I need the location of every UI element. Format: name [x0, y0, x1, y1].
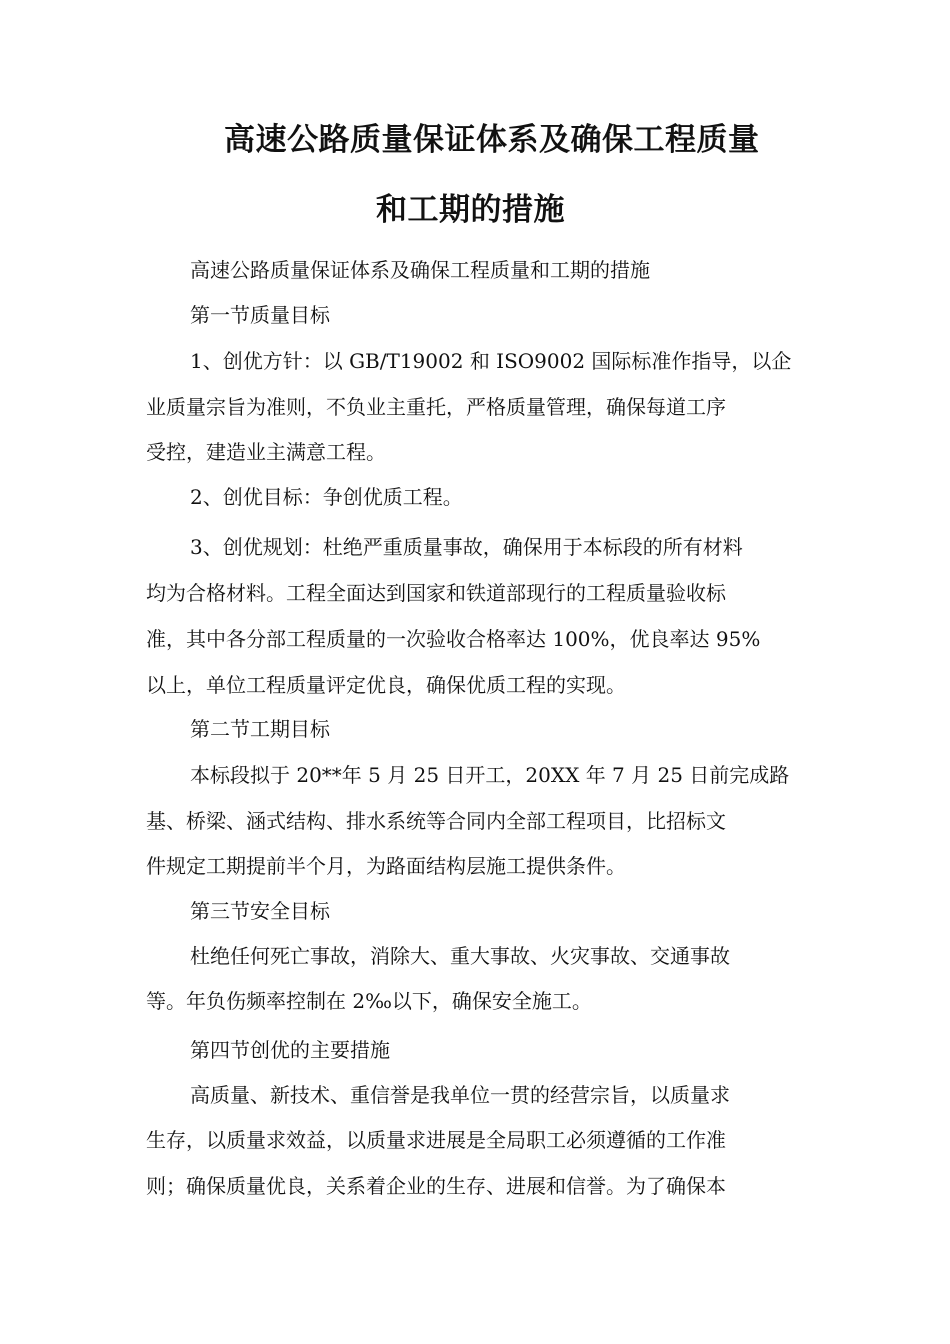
section-heading-quality-goals: 第一节质量目标: [190, 303, 330, 327]
paragraph-line: 受控，建造业主满意工程。: [146, 440, 386, 464]
intro-heading: 高速公路质量保证体系及确保工程质量和工期的措施: [190, 258, 650, 282]
paragraph-line: 本标段拟于 20**年 5 月 25 日开工，20XX 年 7 月 25 日前完成路: [190, 763, 790, 787]
section-heading-schedule-goals: 第二节工期目标: [190, 717, 330, 741]
paragraph-line: 业质量宗旨为准则，不负业主重托，严格质量管理，确保每道工序: [146, 395, 726, 419]
section-heading-safety-goals: 第三节安全目标: [190, 899, 330, 923]
section-heading-main-measures: 第四节创优的主要措施: [190, 1038, 390, 1062]
paragraph-line: 则；确保质量优良，关系着企业的生存、进展和信誉。为了确保本: [146, 1174, 726, 1198]
paragraph-line: 生存，以质量求效益，以质量求进展是全局职工必须遵循的工作准: [146, 1128, 726, 1152]
paragraph-line: 以上，单位工程质量评定优良，确保优质工程的实现。: [146, 673, 626, 697]
paragraph-line: 1、创优方针：以 GB/T19002 和 ISO9002 国际标准作指导，以企: [190, 349, 792, 373]
paragraph-line: 准，其中各分部工程质量的一次验收合格率达 100%，优良率达 95%: [146, 627, 761, 651]
paragraph-line: 杜绝任何死亡事故，消除大、重大事故、火灾事故、交通事故: [190, 944, 730, 968]
paragraph-line: 件规定工期提前半个月，为路面结构层施工提供条件。: [146, 854, 626, 878]
paragraph-line: 基、桥梁、涵式结构、排水系统等合同内全部工程项目，比招标文: [146, 809, 726, 833]
paragraph-line: 3、创优规划：杜绝严重质量事故，确保用于本标段的所有材料: [190, 535, 743, 559]
document-title-line-2: 和工期的措施: [376, 192, 565, 228]
paragraph-line: 均为合格材料。工程全面达到国家和铁道部现行的工程质量验收标: [146, 581, 726, 605]
paragraph-line: 高质量、新技术、重信誉是我单位一贯的经营宗旨，以质量求: [190, 1083, 730, 1107]
paragraph-line: 2、创优目标：争创优质工程。: [190, 485, 463, 509]
document-title-line-1: 高速公路质量保证体系及确保工程质量: [224, 122, 760, 158]
paragraph-line: 等。年负伤频率控制在 2‰以下，确保安全施工。: [146, 989, 592, 1013]
